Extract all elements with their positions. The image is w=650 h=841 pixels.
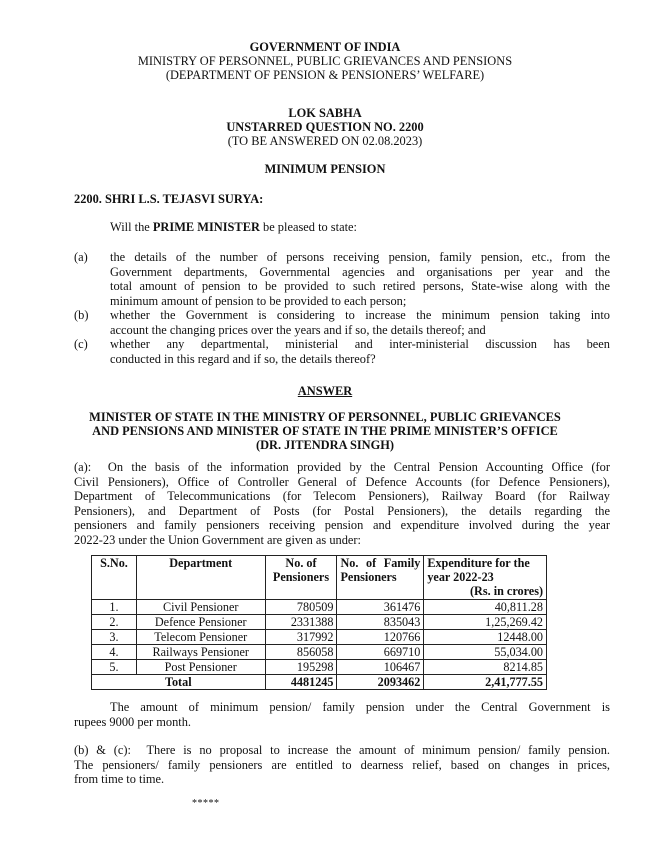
part-b-line: whether the Government is considering to increase the minimum pension taking into [110,308,610,322]
cell-expenditure: 8214.85 [424,660,547,675]
col-header-pensioners-line: Pensioners [272,570,330,584]
cell-expenditure: 1,25,269.42 [424,615,547,630]
table-row [92,630,547,645]
cell-family: 669710 [337,645,424,660]
cell-sno: 1. [92,600,137,615]
min-pension-line: The amount of minimum pension/ family pension under the Central Government is [110,700,610,714]
cell-total-family: 2093462 [337,675,424,690]
min-pension-line: rupees 9000 per month. [74,714,191,729]
table-row [92,600,547,615]
table-row [92,660,547,675]
answer-para-a-line: (a): On the basis of the information provided by the Central Pension Accounting Office (for [74,460,610,474]
cell-family: 835043 [337,615,424,630]
question-intro-addressee: PRIME MINISTER [152,220,260,234]
part-c-label: (c) [74,337,88,351]
cell-family: 106467 [337,660,424,675]
cell-pensioners: 2331388 [265,615,337,630]
header-department: (DEPARTMENT OF PENSION & PENSIONERS’ WELFARE) [165,68,485,82]
cell-pensioners: 780509 [265,600,337,615]
part-a-line: minimum amount of pension to be provided to each person; [110,293,407,308]
cell-expenditure: 12448.00 [424,630,547,645]
answer-para-a-line: Department of Telecommunications (for Telecom Pensioners), Railway Board (for Railway [74,489,610,504]
col-header-pensioners-line: No. of [285,556,317,570]
subject-title: MINIMUM PENSION [264,162,386,176]
minister-line: MINISTER OF STATE IN THE MINISTRY OF PERSONNEL, PUBLIC GRIEVANCES [89,410,561,424]
col-header-expenditure-line: Expenditure for the [427,556,530,570]
question-number: UNSTARRED QUESTION NO. 2200 [226,120,424,134]
part-a-label: (a) [74,250,88,264]
cell-expenditure: 40,811.28 [424,600,547,615]
question-intro [110,220,357,235]
col-header-expenditure [424,556,547,600]
answer-para-bc-line: The pensioners/ family pensioners are entitled to dearness relief, based on changes in prices, [74,757,610,772]
col-header-expenditure-line: year 2022-23 [427,570,494,584]
cell-department: Railways Pensioner [136,645,265,660]
col-header-sno: S.No. [92,556,137,600]
part-a-line: Government departments, Governmental agencies and organisations per year and the [110,264,610,279]
cell-pensioners: 317992 [265,630,337,645]
cell-family: 361476 [337,600,424,615]
cell-department: Post Pensioner [136,660,265,675]
part-a-line: total amount of pension to be provided to such retired persons, State-wise along with the [110,279,610,294]
table-row [92,645,547,660]
question-intro-pre: Will the [110,220,153,234]
cell-department: Civil Pensioner [136,600,265,615]
col-header-family-line: Pensioners [340,570,397,584]
cell-expenditure: 55,034.00 [424,645,547,660]
question-intro-post: be pleased to state: [259,220,357,234]
end-mark: ***** [192,798,220,809]
answer-para-bc-line: from time to time. [74,772,165,787]
part-a-line: the details of the number of persons receiving pension, family pension, etc., from the [110,250,610,264]
answer-para-bc-line: (b) & (c): There is no proposal to increase the amount of minimum pension/ family pension. [74,743,610,757]
col-header-expenditure-unit: (Rs. in crores) [470,584,543,598]
answer-date: (TO BE ANSWERED ON 02.08.2023) [227,134,423,148]
part-c-line: conducted in this regard and if so, the details thereof? [110,351,376,366]
house-title: LOK SABHA [288,106,362,120]
minister-line: AND PENSIONS AND MINISTER OF STATE IN THE PRIME MINISTER’S OFFICE [92,424,558,438]
part-c-text [110,337,610,366]
cell-department: Defence Pensioner [136,615,265,630]
part-b-line: account the changing prices over the years and if so, the details thereof; and [110,322,486,337]
cell-sno: 4. [92,645,137,660]
cell-sno: 5. [92,660,137,675]
answer-para-a [74,460,610,548]
table-total-row [92,675,547,690]
pension-table [91,555,547,690]
header-ministry: MINISTRY OF PERSONNEL, PUBLIC GRIEVANCES AND PENSIONS [137,54,513,68]
question-asker: 2200. SHRI L.S. TEJASVI SURYA: [74,192,264,206]
col-header-department: Department [136,556,265,600]
part-b-label: (b) [74,308,89,322]
answer-para-a-line: pensioners and family pensioners receiving pension and expenditure involved during the year [74,518,610,533]
cell-department: Telecom Pensioner [136,630,265,645]
cell-total-pensioners: 4481245 [265,675,337,690]
answer-para-a-line: Civil Pensioners), Office of Controller General of Defence Accounts (for Defence Pensioners), [74,474,610,489]
cell-pensioners: 195298 [265,660,337,675]
part-b-text [110,308,610,337]
cell-family: 120766 [337,630,424,645]
col-header-pensioners [265,556,337,600]
col-header-family-line: No. of Family [340,556,421,570]
part-c-line: whether any departmental, ministerial and inter-ministerial discussion has been [110,337,610,351]
header-government: GOVERNMENT OF INDIA [249,40,401,54]
cell-pensioners: 856058 [265,645,337,660]
cell-total-expenditure: 2,41,777.55 [424,675,547,690]
col-header-family [337,556,424,600]
table-header-row [92,556,547,600]
cell-sno: 3. [92,630,137,645]
answer-para-a-line: 2022-23 under the Union Government are given as under: [74,532,361,547]
cell-sno: 2. [92,615,137,630]
min-pension-para [74,700,610,729]
table-row [92,615,547,630]
answer-heading: ANSWER [297,384,353,398]
answer-para-a-line: Pensioners), and Department of Posts (for Postal Pensioners), the details regarding the [74,503,610,518]
minister-name: (DR. JITENDRA SINGH) [255,438,395,452]
answer-para-bc [74,743,610,787]
part-a-text [110,250,610,308]
cell-total-label: Total [92,675,266,690]
